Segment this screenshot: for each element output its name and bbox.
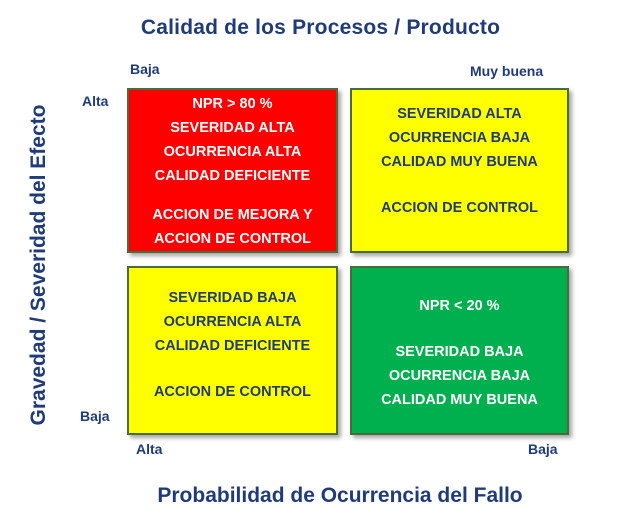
occurrence-text: OCURRENCIA BAJA [388, 368, 531, 384]
quadrant-low-severity-high-occurrence [127, 266, 338, 435]
quadrant-high-severity-low-occurrence [350, 88, 569, 253]
bottom-axis-title: Probabilidad de Ocurrencia del Fallo [157, 484, 523, 507]
left-axis-bottom-label: Baja [80, 408, 110, 424]
quadrant-high-severity-high-occurrence [127, 88, 338, 253]
quality-text: CALIDAD DEFICIENTE [154, 338, 311, 354]
npr-high-text: NPR > 80 % [192, 96, 273, 112]
npr-low-text: NPR < 20 % [419, 298, 500, 314]
top-axis-title: Calidad de los Procesos / Producto [140, 16, 501, 39]
left-axis-top-label: Alta [82, 93, 109, 109]
severity-text: SEVERIDAD BAJA [395, 344, 524, 360]
severity-text: SEVERIDAD BAJA [168, 290, 297, 306]
y-axis-title: Gravedad / Severidad del Efecto [27, 104, 50, 426]
quality-text: CALIDAD MUY BUENA [381, 154, 538, 170]
quality-text: CALIDAD DEFICIENTE [154, 168, 311, 184]
occurrence-text: OCURRENCIA BAJA [388, 130, 531, 146]
quadrant-low-severity-low-occurrence [350, 266, 569, 435]
action-text-2: ACCION DE CONTROL [153, 231, 312, 247]
bottom-axis-left-label: Alta [136, 441, 163, 457]
severity-text: SEVERIDAD ALTA [397, 106, 522, 122]
severity-text: SEVERIDAD ALTA [170, 120, 295, 136]
occurrence-text: OCURRENCIA ALTA [163, 314, 302, 330]
action-text: ACCION DE MEJORA Y [152, 207, 313, 223]
action-text: ACCION DE CONTROL [380, 200, 539, 216]
top-axis-right-label: Muy buena [470, 63, 544, 79]
quality-text: CALIDAD MUY BUENA [381, 392, 538, 408]
top-axis-left-label: Baja [130, 61, 160, 77]
action-text: ACCION DE CONTROL [153, 384, 312, 400]
occurrence-text: OCURRENCIA ALTA [163, 144, 302, 160]
bottom-axis-right-label: Baja [528, 441, 558, 457]
